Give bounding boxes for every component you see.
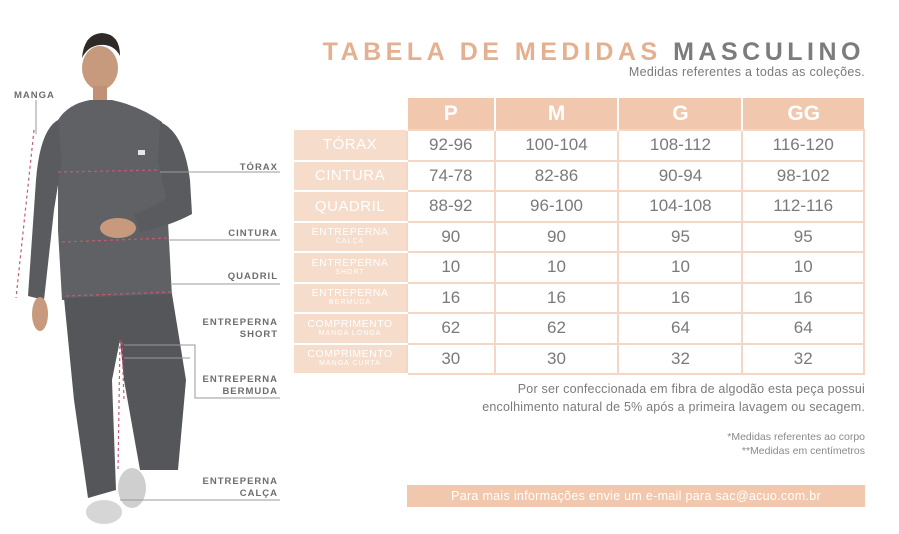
row-label-main: CINTURA <box>314 167 386 185</box>
table-cell: 90 <box>495 222 619 253</box>
table-row <box>294 130 864 161</box>
row-label-sub: CALÇA <box>335 238 365 246</box>
table-cell: 74-78 <box>407 161 495 192</box>
row-label <box>294 161 407 192</box>
footnotes <box>727 430 865 458</box>
table-cell: 95 <box>618 222 742 253</box>
row-label-main: ENTREPERNA <box>311 226 389 239</box>
shrinkage-note <box>395 380 865 416</box>
table-row <box>294 222 864 253</box>
size-header-m: M <box>495 98 619 130</box>
table-cell: 16 <box>495 283 619 314</box>
table-cell: 32 <box>742 344 864 375</box>
table-cell: 10 <box>407 252 495 283</box>
callout-entreperna-calca-line2: CALÇA <box>239 488 278 499</box>
size-table <box>294 98 865 375</box>
table-row <box>294 313 864 344</box>
row-label-sub: MANGA LONGA <box>318 329 382 337</box>
table-cell: 98-102 <box>742 161 864 192</box>
callout-entreperna-calca <box>180 476 278 500</box>
table-cell: 16 <box>407 283 495 314</box>
table-cell: 64 <box>742 313 864 344</box>
callout-torax: TÓRAX <box>239 162 278 173</box>
table-row <box>294 252 864 283</box>
table-row <box>294 161 864 192</box>
callout-entreperna-short-line2: SHORT <box>239 329 278 340</box>
row-label-main: COMPRIMENTO <box>307 348 393 361</box>
page-subtitle: Medidas referentes a todas as coleções. <box>628 65 865 79</box>
row-label <box>294 252 407 283</box>
callout-entreperna-short-line1: ENTREPERNA <box>202 317 278 328</box>
contact-email-link[interactable]: sac@acuo.com.br <box>715 489 821 503</box>
model-figure <box>0 0 300 534</box>
table-cell: 10 <box>495 252 619 283</box>
size-header-p: P <box>407 98 495 130</box>
row-label <box>294 313 407 344</box>
callout-entreperna-bermuda <box>180 374 278 398</box>
table-cell: 90-94 <box>618 161 742 192</box>
table-cell: 96-100 <box>495 191 619 222</box>
row-label-sub: BERMUDA <box>328 299 371 307</box>
callout-quadril: QUADRIL <box>227 271 278 282</box>
table-cell: 104-108 <box>618 191 742 222</box>
title-part1: TABELA DE MEDIDAS <box>322 38 662 66</box>
table-row <box>294 283 864 314</box>
page-title <box>323 38 865 67</box>
footnote-units: **Medidas em centímetros <box>741 445 865 457</box>
table-cell: 90 <box>407 222 495 253</box>
contact-bar <box>407 485 865 507</box>
table-row <box>294 191 864 222</box>
table-cell: 82-86 <box>495 161 619 192</box>
shrinkage-note-line1: Por ser confeccionada em fibra de algodão esta peça possui <box>517 382 865 396</box>
table-cell: 30 <box>407 344 495 375</box>
row-label <box>294 191 407 222</box>
table-cell: 16 <box>618 283 742 314</box>
table-cell: 16 <box>742 283 864 314</box>
row-label-sub: MANGA CURTA <box>319 360 381 368</box>
table-cell: 10 <box>742 252 864 283</box>
row-label <box>294 283 407 314</box>
table-cell: 100-104 <box>495 130 619 161</box>
row-label <box>294 222 407 253</box>
contact-text: Para mais informações envie um e-mail para <box>451 489 712 503</box>
table-cell: 30 <box>495 344 619 375</box>
table-cell: 95 <box>742 222 864 253</box>
size-header-row <box>294 98 864 130</box>
table-cell: 62 <box>495 313 619 344</box>
table-cell: 10 <box>618 252 742 283</box>
row-label-sub: SHORT <box>335 268 365 276</box>
table-cell: 88-92 <box>407 191 495 222</box>
callout-entreperna-short <box>180 317 278 341</box>
row-label-main: ENTREPERNA <box>311 287 389 300</box>
callout-entreperna-calca-line1: ENTREPERNA <box>202 476 278 487</box>
model-illustration <box>0 0 300 534</box>
header-blank <box>294 98 407 130</box>
row-label <box>294 344 407 375</box>
callout-manga: MANGA <box>14 90 55 101</box>
table-cell: 64 <box>618 313 742 344</box>
title-part2: MASCULINO <box>673 38 865 66</box>
callout-entreperna-bermuda-line2: BERMUDA <box>222 386 278 397</box>
size-header-gg: GG <box>742 98 864 130</box>
callout-entreperna-bermuda-line1: ENTREPERNA <box>202 374 278 385</box>
callout-cintura: CINTURA <box>228 228 278 239</box>
table-cell: 62 <box>407 313 495 344</box>
row-label <box>294 130 407 161</box>
row-label-main: TÓRAX <box>322 136 378 154</box>
table-cell: 92-96 <box>407 130 495 161</box>
table-cell: 116-120 <box>742 130 864 161</box>
row-label-main: ENTREPERNA <box>311 256 389 269</box>
size-header-g: G <box>618 98 742 130</box>
table-cell: 108-112 <box>618 130 742 161</box>
table-cell: 32 <box>618 344 742 375</box>
footnote-body: *Medidas referentes ao corpo <box>727 431 865 443</box>
row-label-main: COMPRIMENTO <box>307 317 393 330</box>
table-row <box>294 344 864 375</box>
row-label-main: QUADRIL <box>314 197 386 215</box>
shrinkage-note-line2: encolhimento natural de 5% após a primeira lavagem ou secagem. <box>482 400 865 414</box>
table-cell: 112-116 <box>742 191 864 222</box>
